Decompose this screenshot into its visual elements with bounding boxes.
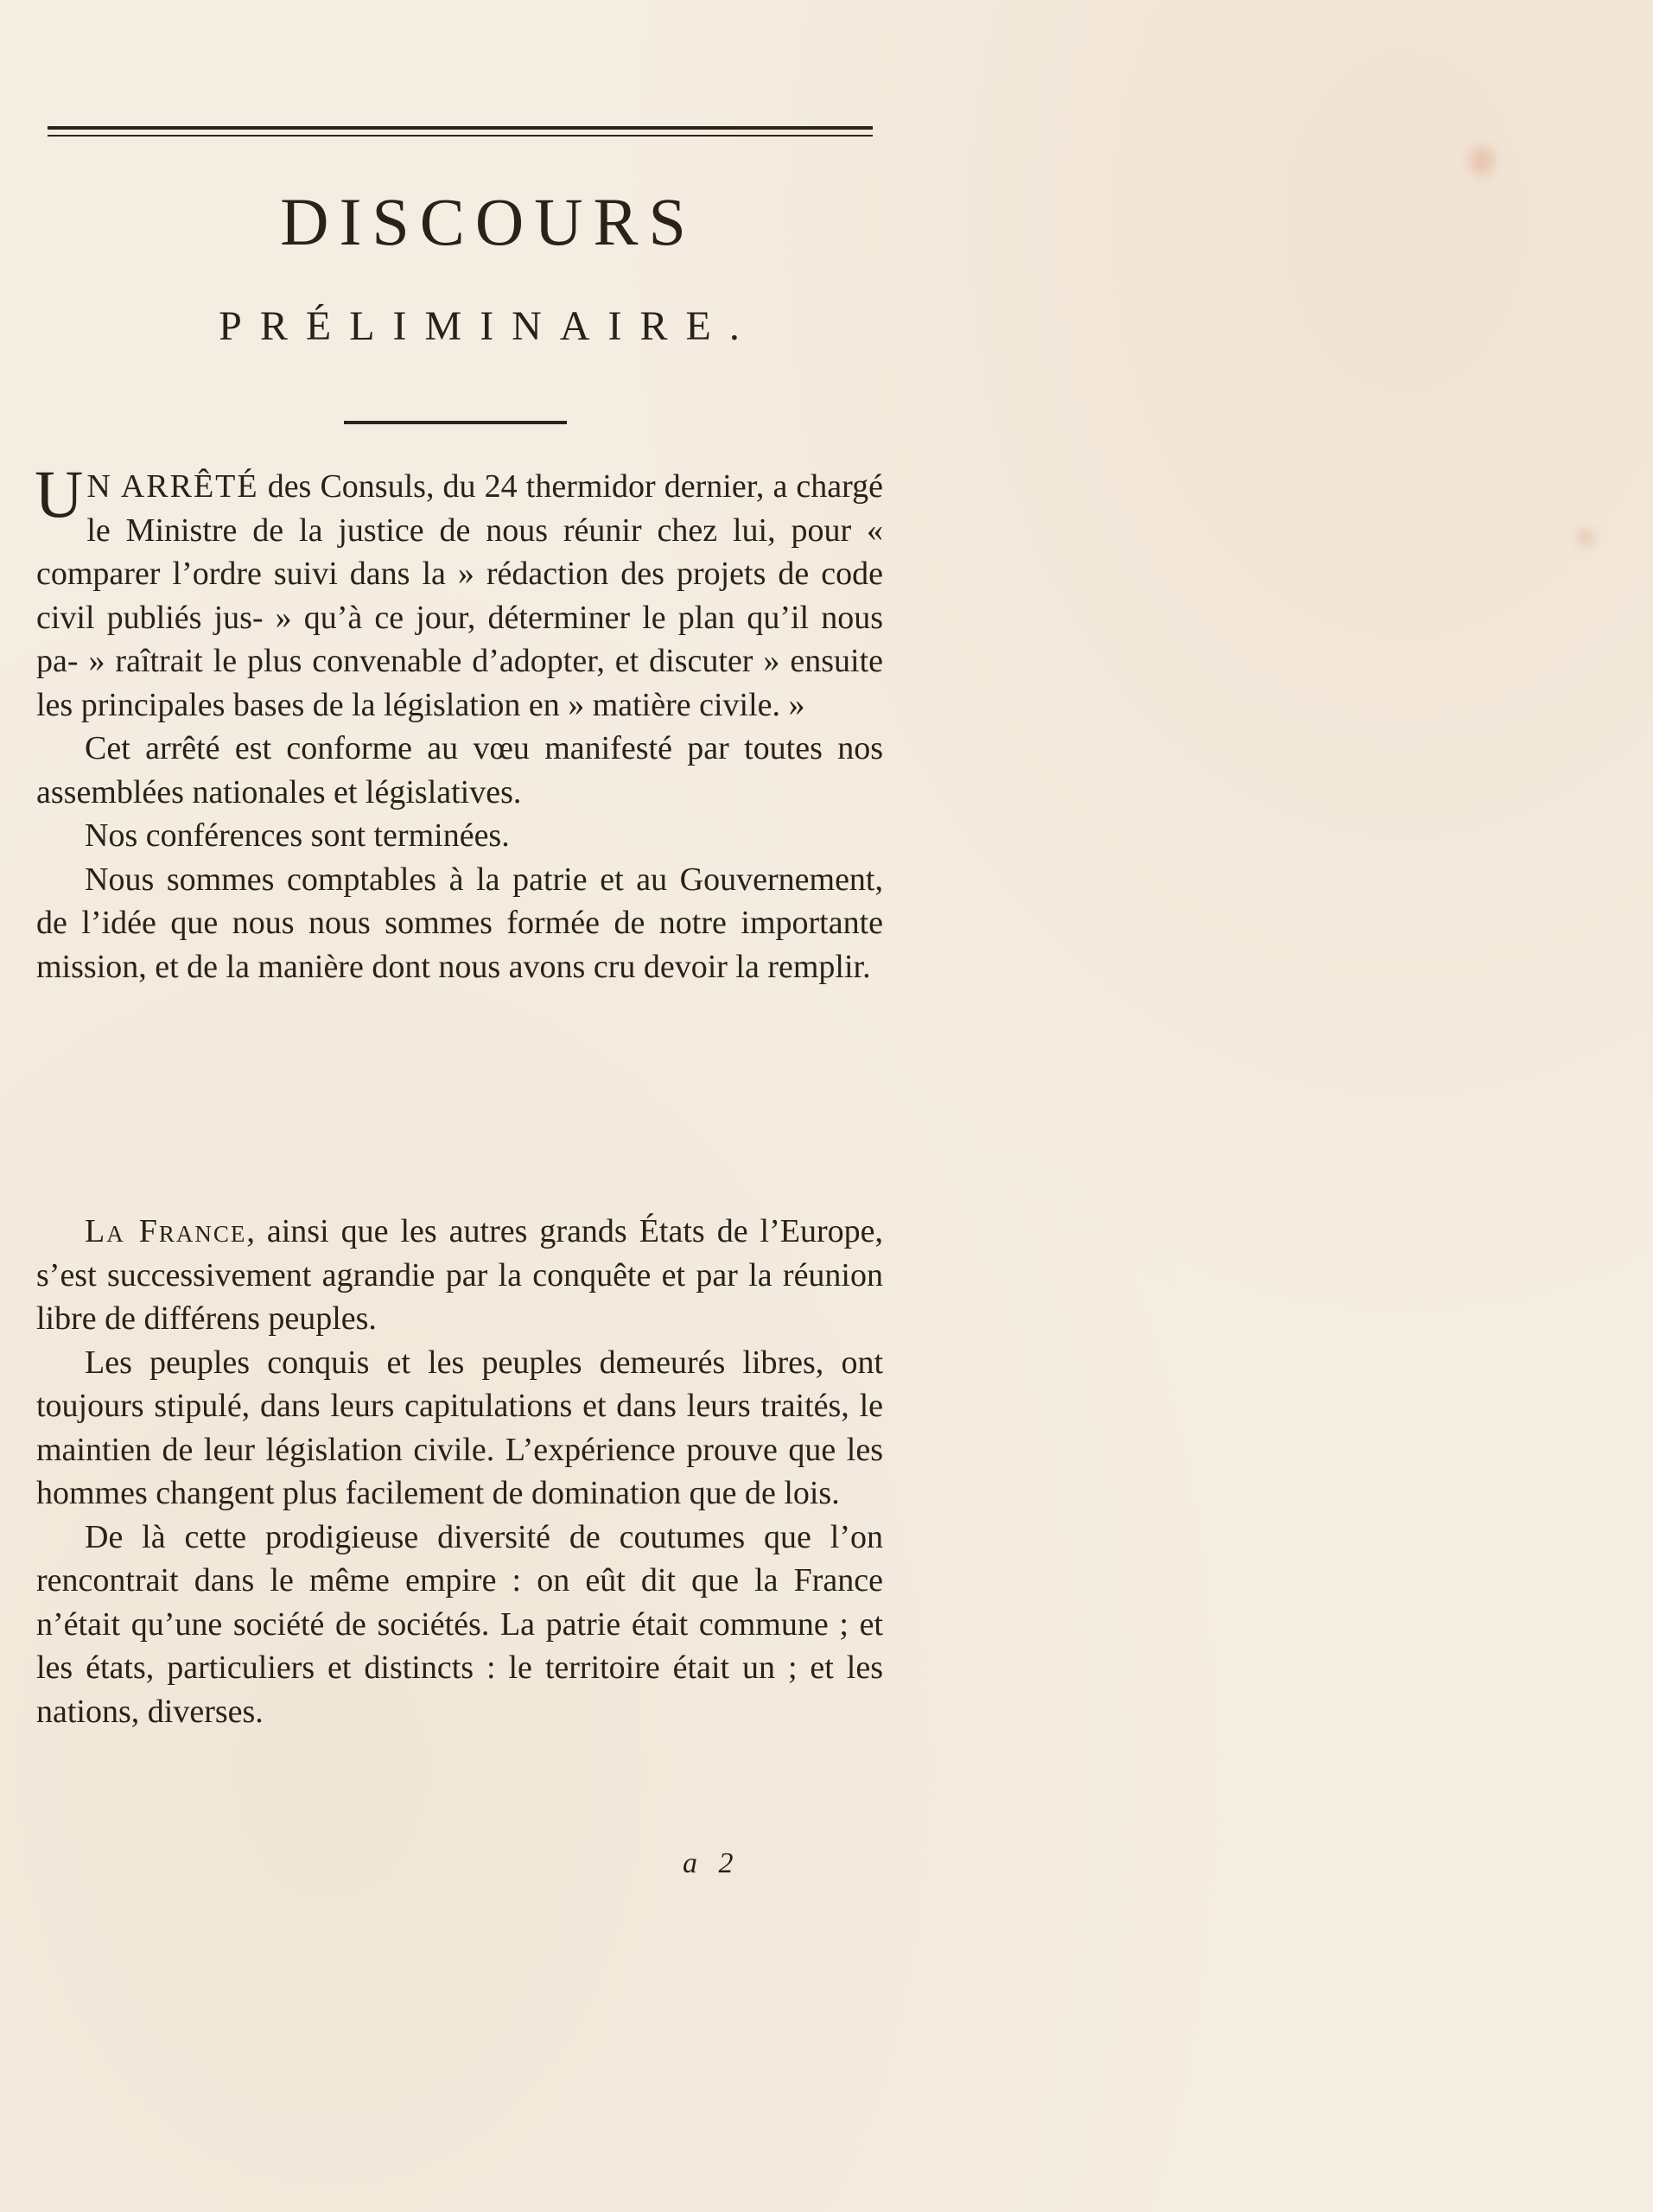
paragraph: Les peuples conquis et les peuples demeurés libres, ont toujours stipulé, dans leurs capitulations et dans leurs traités, le maintien de leur législation civile. L’expérience prouve que les hommes changent plus facilement de domination que de lois. [36,1344,883,1511]
paragraph [35,456,883,727]
paragraph-text: des Consuls, du 24 thermidor dernier, a chargé le Ministre de la justice de nous réunir chez lui, pour « comparer l’ordre suivi dans la » rédaction des projets de code civil publiés jus- » qu’à ce jour, déterminer le plan qu’il nous pa- » raîtrait le plus convenable d’adopter, et discuter » ensuite les principales bases de la législation en » matière civile. » [36,468,883,723]
page-title: DISCOURS [280,184,696,259]
top-rule-thin [48,135,873,137]
paragraph: Nos conférences sont terminées. [85,817,510,854]
lead-words: N ARRÊTÉ [86,468,259,505]
page-subtitle: PRÉLIMINAIRE. [219,303,758,349]
paragraph: Nous sommes comptables à la patrie et au Gouvernement, de l’idée que nous nous sommes formée de notre importante mission, et de la manière dont nous avons cru devoir la remplir. [36,861,883,985]
paragraph: De là cette prodigieuse diversité de coutumes que l’on rencontrait dans le même empire : on eût dit que la France n’était qu’une société de sociétés. La patrie était commune ; et les états, particuliers et distincts : le territoire était un ; et les nations, diverses. [36,1518,883,1730]
signature-mark: a 2 [683,1847,741,1879]
paper-stain [1577,529,1594,546]
paragraph: Cet arrêté est conforme au vœu manifesté par toutes nos assemblées nationales et législatives. [36,730,883,810]
section-1 [35,456,883,988]
section-2 [36,1210,883,1733]
paragraph [36,1210,883,1341]
section-divider [344,421,567,424]
top-rule [48,126,873,130]
paragraph-text: , ainsi que les autres grands États de l’Europe, s’est successivement agrandie par la conquête et par la réunion libre de différens peuples. [36,1213,883,1337]
paper-stain [1469,145,1495,176]
drop-cap: U [35,456,84,531]
lead-words: La France [85,1213,247,1249]
